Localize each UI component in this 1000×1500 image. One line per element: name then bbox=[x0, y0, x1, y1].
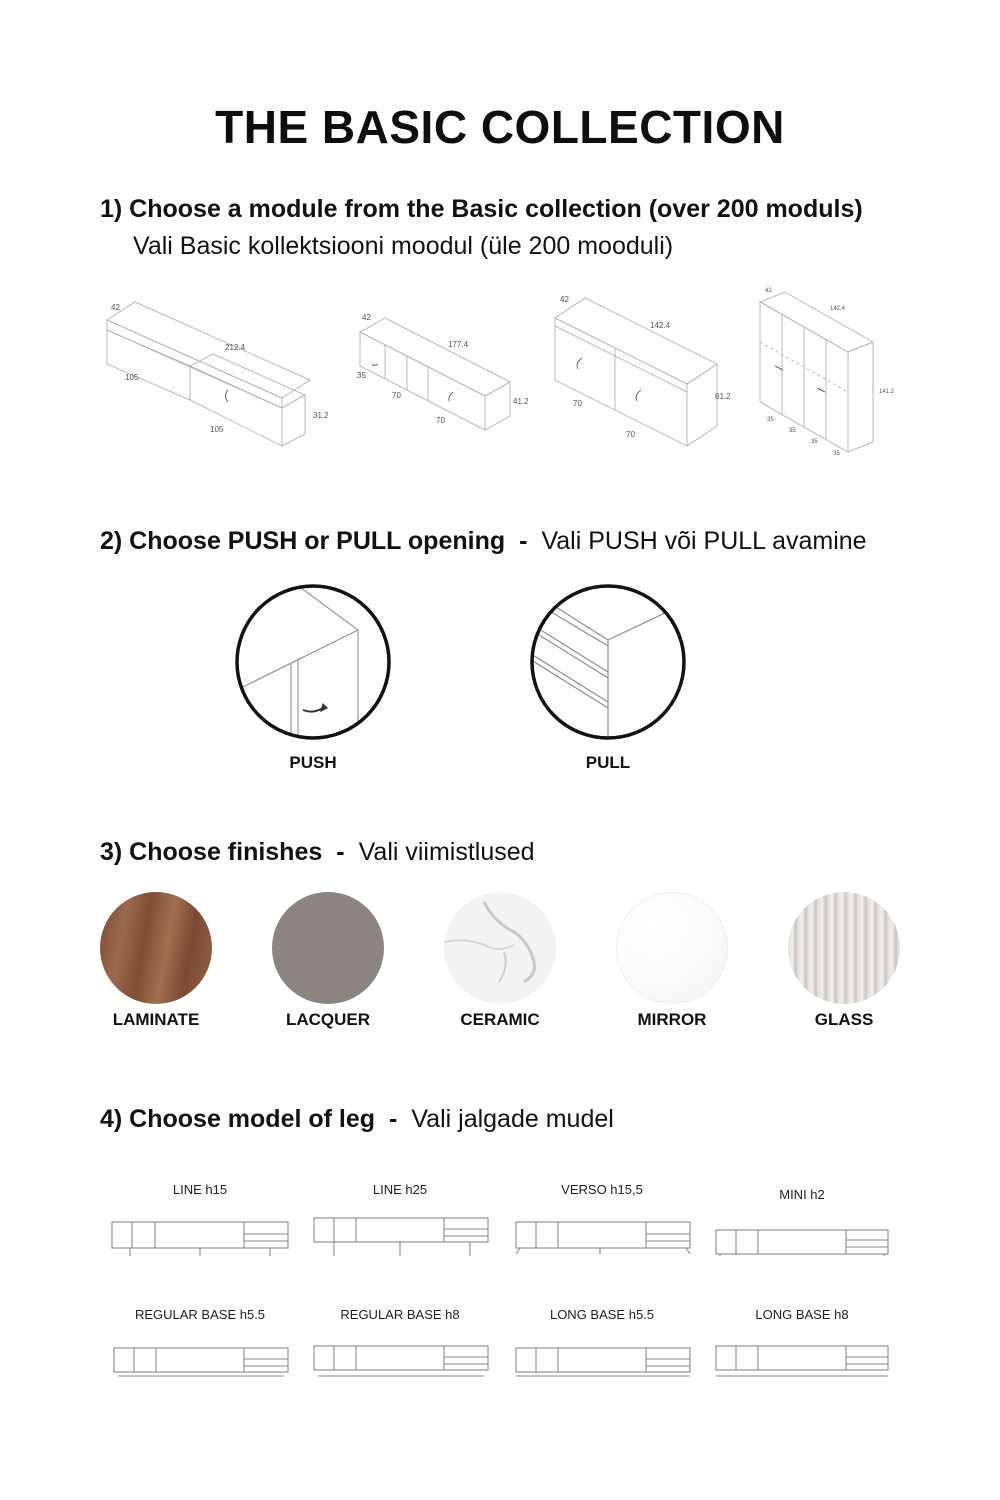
module-3-dim: 142.4 bbox=[650, 321, 671, 330]
leg-label-line-h15: LINE h15 bbox=[172, 1182, 228, 1197]
leg-drawing-line-h15 bbox=[112, 1222, 288, 1256]
pull-label: PULL bbox=[585, 753, 631, 772]
leg-label-long-base-8: LONG BASE h8 bbox=[755, 1307, 849, 1322]
leg-drawing-verso bbox=[516, 1222, 690, 1254]
lacquer-swatch bbox=[272, 892, 384, 1004]
module-2-dim: 35 bbox=[357, 371, 366, 380]
lacquer-label: LACQUER bbox=[285, 1010, 371, 1029]
module-2-drawing bbox=[360, 318, 510, 430]
step1-subtitle: Vali Basic kollektsiooni moodul (üle 200 mooduli) bbox=[133, 232, 674, 260]
leg-label-regular-base-8: REGULAR BASE h8 bbox=[340, 1307, 460, 1322]
step4-heading-row bbox=[100, 1105, 614, 1134]
module-1-dim: 212.4 bbox=[225, 343, 246, 352]
module-2-dim: 70 bbox=[392, 391, 401, 400]
leg-drawing-mini bbox=[716, 1230, 888, 1256]
glass-label: GLASS bbox=[814, 1010, 874, 1029]
step3-dash: - bbox=[336, 838, 345, 866]
module-1-dim: 105 bbox=[210, 425, 224, 434]
push-illustration bbox=[233, 582, 393, 742]
module-2-dim: 41.2 bbox=[513, 397, 529, 406]
leg-drawings bbox=[100, 1210, 900, 1390]
module-2-dim: 70 bbox=[436, 416, 445, 425]
leg-drawing-long-base-8 bbox=[716, 1346, 888, 1376]
leg-label-verso: VERSO h15,5 bbox=[561, 1182, 643, 1197]
step3-subtitle: Vali viimistlused bbox=[358, 838, 535, 866]
module-4-drawing bbox=[760, 292, 873, 452]
step2-dash: - bbox=[519, 527, 528, 555]
step4-dash: - bbox=[389, 1105, 398, 1133]
leg-drawing-long-base-55 bbox=[516, 1348, 690, 1376]
mirror-swatch bbox=[616, 892, 728, 1004]
leg-label-regular-base-55: REGULAR BASE h5.5 bbox=[134, 1307, 266, 1322]
module-1-dim: 105 bbox=[125, 373, 139, 382]
step3-heading-row bbox=[100, 838, 535, 867]
step2-heading-row bbox=[100, 527, 867, 556]
ceramic-label: CERAMIC bbox=[460, 1010, 540, 1029]
module-4-dim: 141.2 bbox=[879, 389, 895, 395]
mirror-label: MIRROR bbox=[637, 1010, 707, 1029]
module-drawings bbox=[95, 280, 905, 465]
module-3-dim: 70 bbox=[573, 399, 582, 408]
leg-drawing-regular-base-8 bbox=[314, 1346, 488, 1376]
step3-heading: 3) Choose finishes bbox=[100, 838, 323, 866]
module-4-dim: 35 bbox=[767, 417, 774, 423]
module-3-dim: 42 bbox=[560, 295, 569, 304]
leg-drawing-line-h25 bbox=[314, 1218, 488, 1256]
step4-subtitle: Vali jalgade mudel bbox=[411, 1105, 614, 1133]
leg-drawing-regular-base-55 bbox=[114, 1348, 288, 1376]
step2-heading: 2) Choose PUSH or PULL opening bbox=[100, 527, 506, 555]
leg-label-line-h25: LINE h25 bbox=[372, 1182, 428, 1197]
glass-swatch bbox=[788, 892, 900, 1004]
module-3-dim: 70 bbox=[626, 430, 635, 439]
module-4-dim: 42 bbox=[765, 288, 772, 294]
ceramic-swatch bbox=[444, 892, 556, 1004]
step1-heading: 1) Choose a module from the Basic collection (over 200 moduls) bbox=[100, 195, 863, 223]
module-3-dim: 61.2 bbox=[715, 392, 731, 401]
module-2-dim: 177.4 bbox=[448, 340, 469, 349]
module-4-dim: 35 bbox=[789, 428, 796, 434]
leg-label-mini: MINI h2 bbox=[779, 1187, 825, 1202]
module-3-drawing bbox=[555, 298, 717, 446]
module-4-dim: 35 bbox=[811, 439, 818, 445]
leg-label-long-base-55: LONG BASE h5.5 bbox=[549, 1307, 655, 1322]
module-4-dim: 142.4 bbox=[830, 306, 846, 312]
module-4-dim: 35 bbox=[833, 451, 840, 457]
module-1-dim: 31.2 bbox=[313, 411, 329, 420]
pull-illustration bbox=[528, 582, 688, 742]
step4-heading: 4) Choose model of leg bbox=[100, 1105, 376, 1133]
push-label: PUSH bbox=[289, 753, 337, 772]
laminate-label: LAMINATE bbox=[112, 1010, 200, 1029]
module-2-dim: 42 bbox=[362, 313, 371, 322]
page-title: THE BASIC COLLECTION bbox=[215, 101, 785, 153]
module-1-dim: 42 bbox=[111, 303, 120, 312]
laminate-swatch bbox=[100, 892, 212, 1004]
step2-subtitle: Vali PUSH või PULL avamine bbox=[541, 527, 867, 555]
